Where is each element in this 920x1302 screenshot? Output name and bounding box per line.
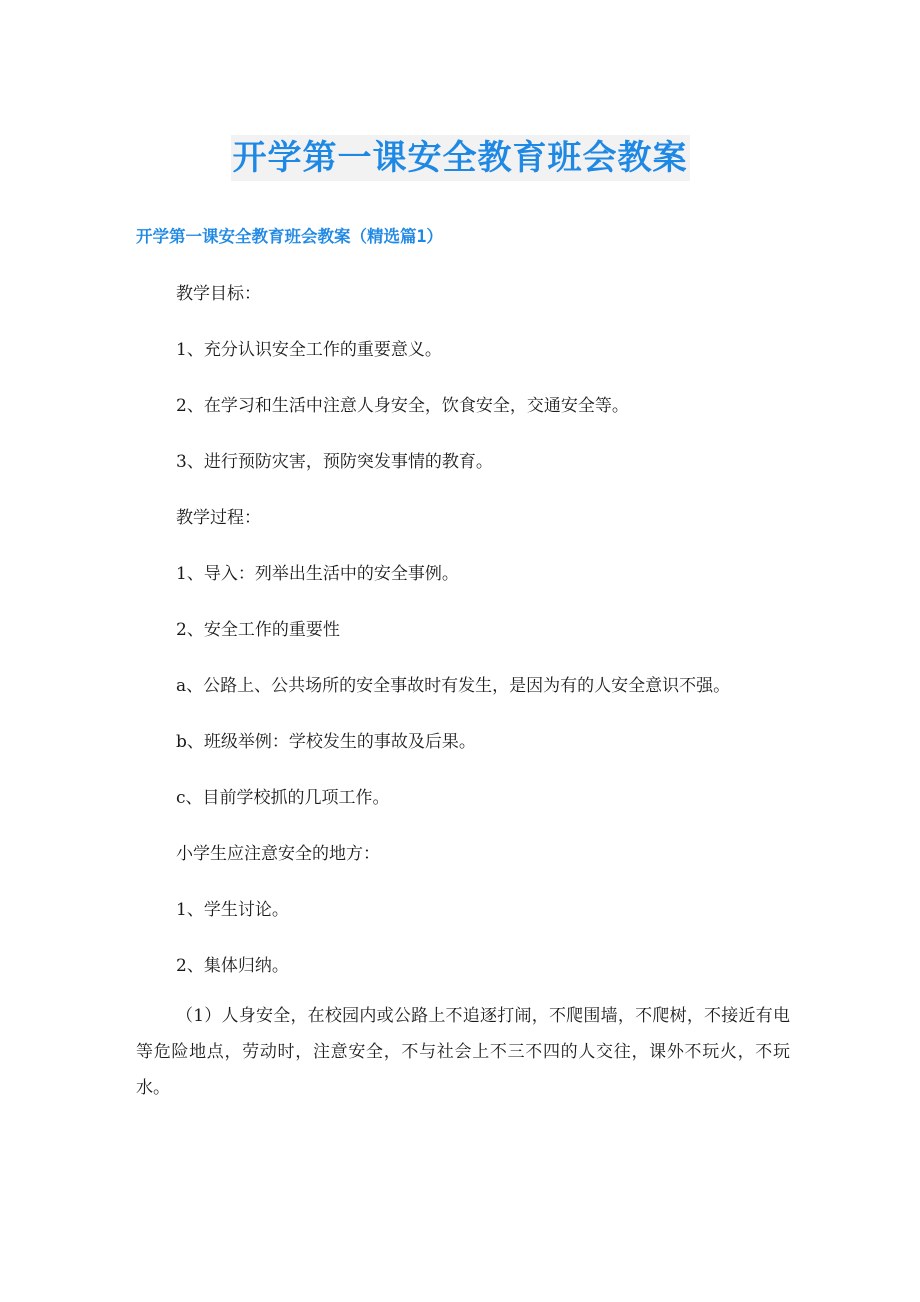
paragraph-teaching-process: 教学过程： — [176, 508, 261, 528]
paragraph-goal-2: 2、在学习和生活中注意人身安全，饮食安全，交通安全等。 — [176, 396, 629, 416]
paragraph-safety-places: 小学生应注意安全的地方： — [176, 844, 380, 864]
paragraph-item-c: c、目前学校抓的几项工作。 — [176, 788, 390, 808]
paragraph-summary: 2、集体归纳。 — [176, 956, 289, 976]
paragraph-process-1: 1、导入：列举出生活中的安全事例。 — [176, 564, 459, 584]
paragraph-item-b: b、班级举例：学校发生的事故及后果。 — [176, 732, 476, 752]
section-heading: 开学第一课安全教育班会教案（精选篇1） — [136, 227, 443, 246]
paragraph-process-2: 2、安全工作的重要性 — [176, 620, 340, 640]
document-title: 开学第一课安全教育班会教案 — [231, 135, 690, 181]
paragraph-discussion: 1、学生讨论。 — [176, 900, 289, 920]
paragraph-item-a: a、公路上、公共场所的安全事故时有发生，是因为有的人安全意识不强。 — [176, 676, 731, 696]
paragraph-personal-safety: （1）人身安全，在校园内或公路上不追逐打闹，不爬围墙，不爬树，不接近有电等危险地点，劳动时，注意安全，不与社会上不三不四的人交往，课外不玩火，不玩水。 — [136, 1006, 790, 1098]
paragraph-goal-1: 1、充分认识安全工作的重要意义。 — [176, 340, 442, 360]
title-container — [0, 135, 920, 181]
paragraph-teaching-goals: 教学目标： — [176, 284, 261, 304]
paragraph-goal-3: 3、进行预防灾害，预防突发事情的教育。 — [176, 452, 493, 472]
